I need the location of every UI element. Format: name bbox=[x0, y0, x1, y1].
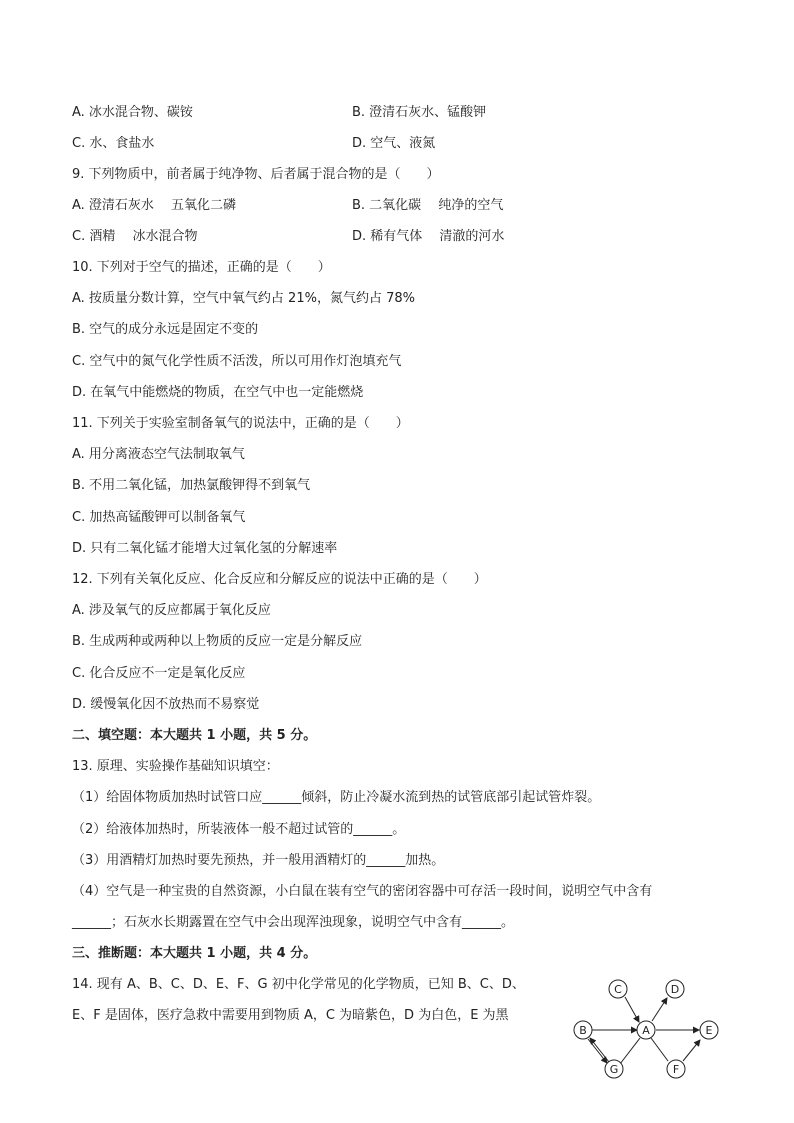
node-g: G bbox=[609, 1063, 619, 1076]
q13-part-4-line-2: ______；石灰水长期露置在空气中会出现浑浊现象，说明空气中含有______。 bbox=[72, 915, 515, 930]
q9-option-c: C. 酒精 冰水混合物 bbox=[72, 229, 198, 244]
q13-part-2: （2）给液体加热时，所装液体一般不超过试管的______。 bbox=[72, 822, 406, 837]
q12-option-d: D. 缓慢氧化因不放热而不易察觉 bbox=[72, 697, 260, 712]
q9-option-d: D. 稀有气体 清澈的河水 bbox=[352, 229, 505, 244]
q10-option-c: C. 空气中的氮气化学性质不活泼，所以可用作灯泡填充气 bbox=[72, 354, 402, 369]
q10-stem: 10. 下列对于空气的描述，正确的是（ ） bbox=[72, 260, 331, 275]
inference-diagram bbox=[566, 974, 726, 1084]
q13-part-1: （1）给固体物质加热时试管口应______倾斜，防止冷凝水流到热的试管底部引起试管炸裂。 bbox=[72, 790, 601, 805]
q11-option-d: D. 只有二氧化锰才能增大过氧化氢的分解速率 bbox=[72, 541, 338, 556]
q13-stem: 13. 原理、实验操作基础知识填空： bbox=[72, 759, 279, 774]
q8-option-d: D. 空气、液氮 bbox=[352, 136, 436, 151]
q12-option-c: C. 化合反应不一定是氧化反应 bbox=[72, 666, 246, 681]
node-d: D bbox=[670, 983, 680, 996]
q8-option-a: A. 冰水混合物、碳铵 bbox=[72, 105, 193, 120]
q9-option-b: B. 二氧化碳 纯净的空气 bbox=[352, 198, 504, 213]
node-f: F bbox=[672, 1063, 680, 1076]
q10-option-d: D. 在氧气中能燃烧的物质，在空气中也一定能燃烧 bbox=[72, 385, 364, 400]
node-c: C bbox=[614, 983, 622, 996]
q11-option-b: B. 不用二氧化锰，加热氯酸钾得不到氧气 bbox=[72, 478, 311, 493]
q10-option-a: A. 按质量分数计算，空气中氧气约占 21%，氮气约占 78% bbox=[72, 291, 415, 306]
q8-option-b: B. 澄清石灰水、锰酸钾 bbox=[352, 105, 487, 120]
q11-stem: 11. 下列关于实验室制备氧气的说法中，正确的是（ ） bbox=[72, 416, 409, 431]
q9-stem: 9. 下列物质中，前者属于纯净物、后者属于混合物的是（ ） bbox=[72, 167, 440, 182]
q10-option-b: B. 空气的成分永远是固定不变的 bbox=[72, 322, 259, 337]
node-b: B bbox=[579, 1024, 587, 1037]
q8-option-c: C. 水、食盐水 bbox=[72, 136, 155, 151]
section-heading-inference: 三、推断题：本大题共 1 小题，共 4 分。 bbox=[72, 946, 317, 961]
section-heading-fill-blank: 二、填空题：本大题共 1 小题，共 5 分。 bbox=[72, 728, 317, 743]
node-a: A bbox=[642, 1024, 650, 1037]
q13-part-3: （3）用酒精灯加热时要先预热，并一般用酒精灯的______加热。 bbox=[72, 853, 445, 868]
q11-option-c: C. 加热高锰酸钾可以制备氧气 bbox=[72, 510, 246, 525]
q12-option-b: B. 生成两种或两种以上物质的反应一定是分解反应 bbox=[72, 634, 363, 649]
q11-option-a: A. 用分离液态空气法制取氧气 bbox=[72, 447, 245, 462]
q12-option-a: A. 涉及氧气的反应都属于氧化反应 bbox=[72, 603, 271, 618]
q12-stem: 12. 下列有关氧化反应、化合反应和分解反应的说法中正确的是（ ） bbox=[72, 572, 487, 587]
q9-option-a: A. 澄清石灰水 五氧化二磷 bbox=[72, 198, 237, 213]
q13-part-4-line-1: （4）空气是一种宝贵的自然资源，小白鼠在装有空气的密闭容器中可存活一段时间，说明空气中含有 bbox=[72, 884, 653, 899]
q14-line-1: 14. 现有 A、B、C、D、E、F、G 初中化学常见的化学物质，已知 B、C、D、 bbox=[72, 977, 525, 992]
q14-line-2: E、F 是固体，医疗急救中需要用到物质 A，C 为暗紫色，D 为白色，E 为黑 bbox=[72, 1008, 509, 1023]
node-e: E bbox=[705, 1024, 713, 1037]
